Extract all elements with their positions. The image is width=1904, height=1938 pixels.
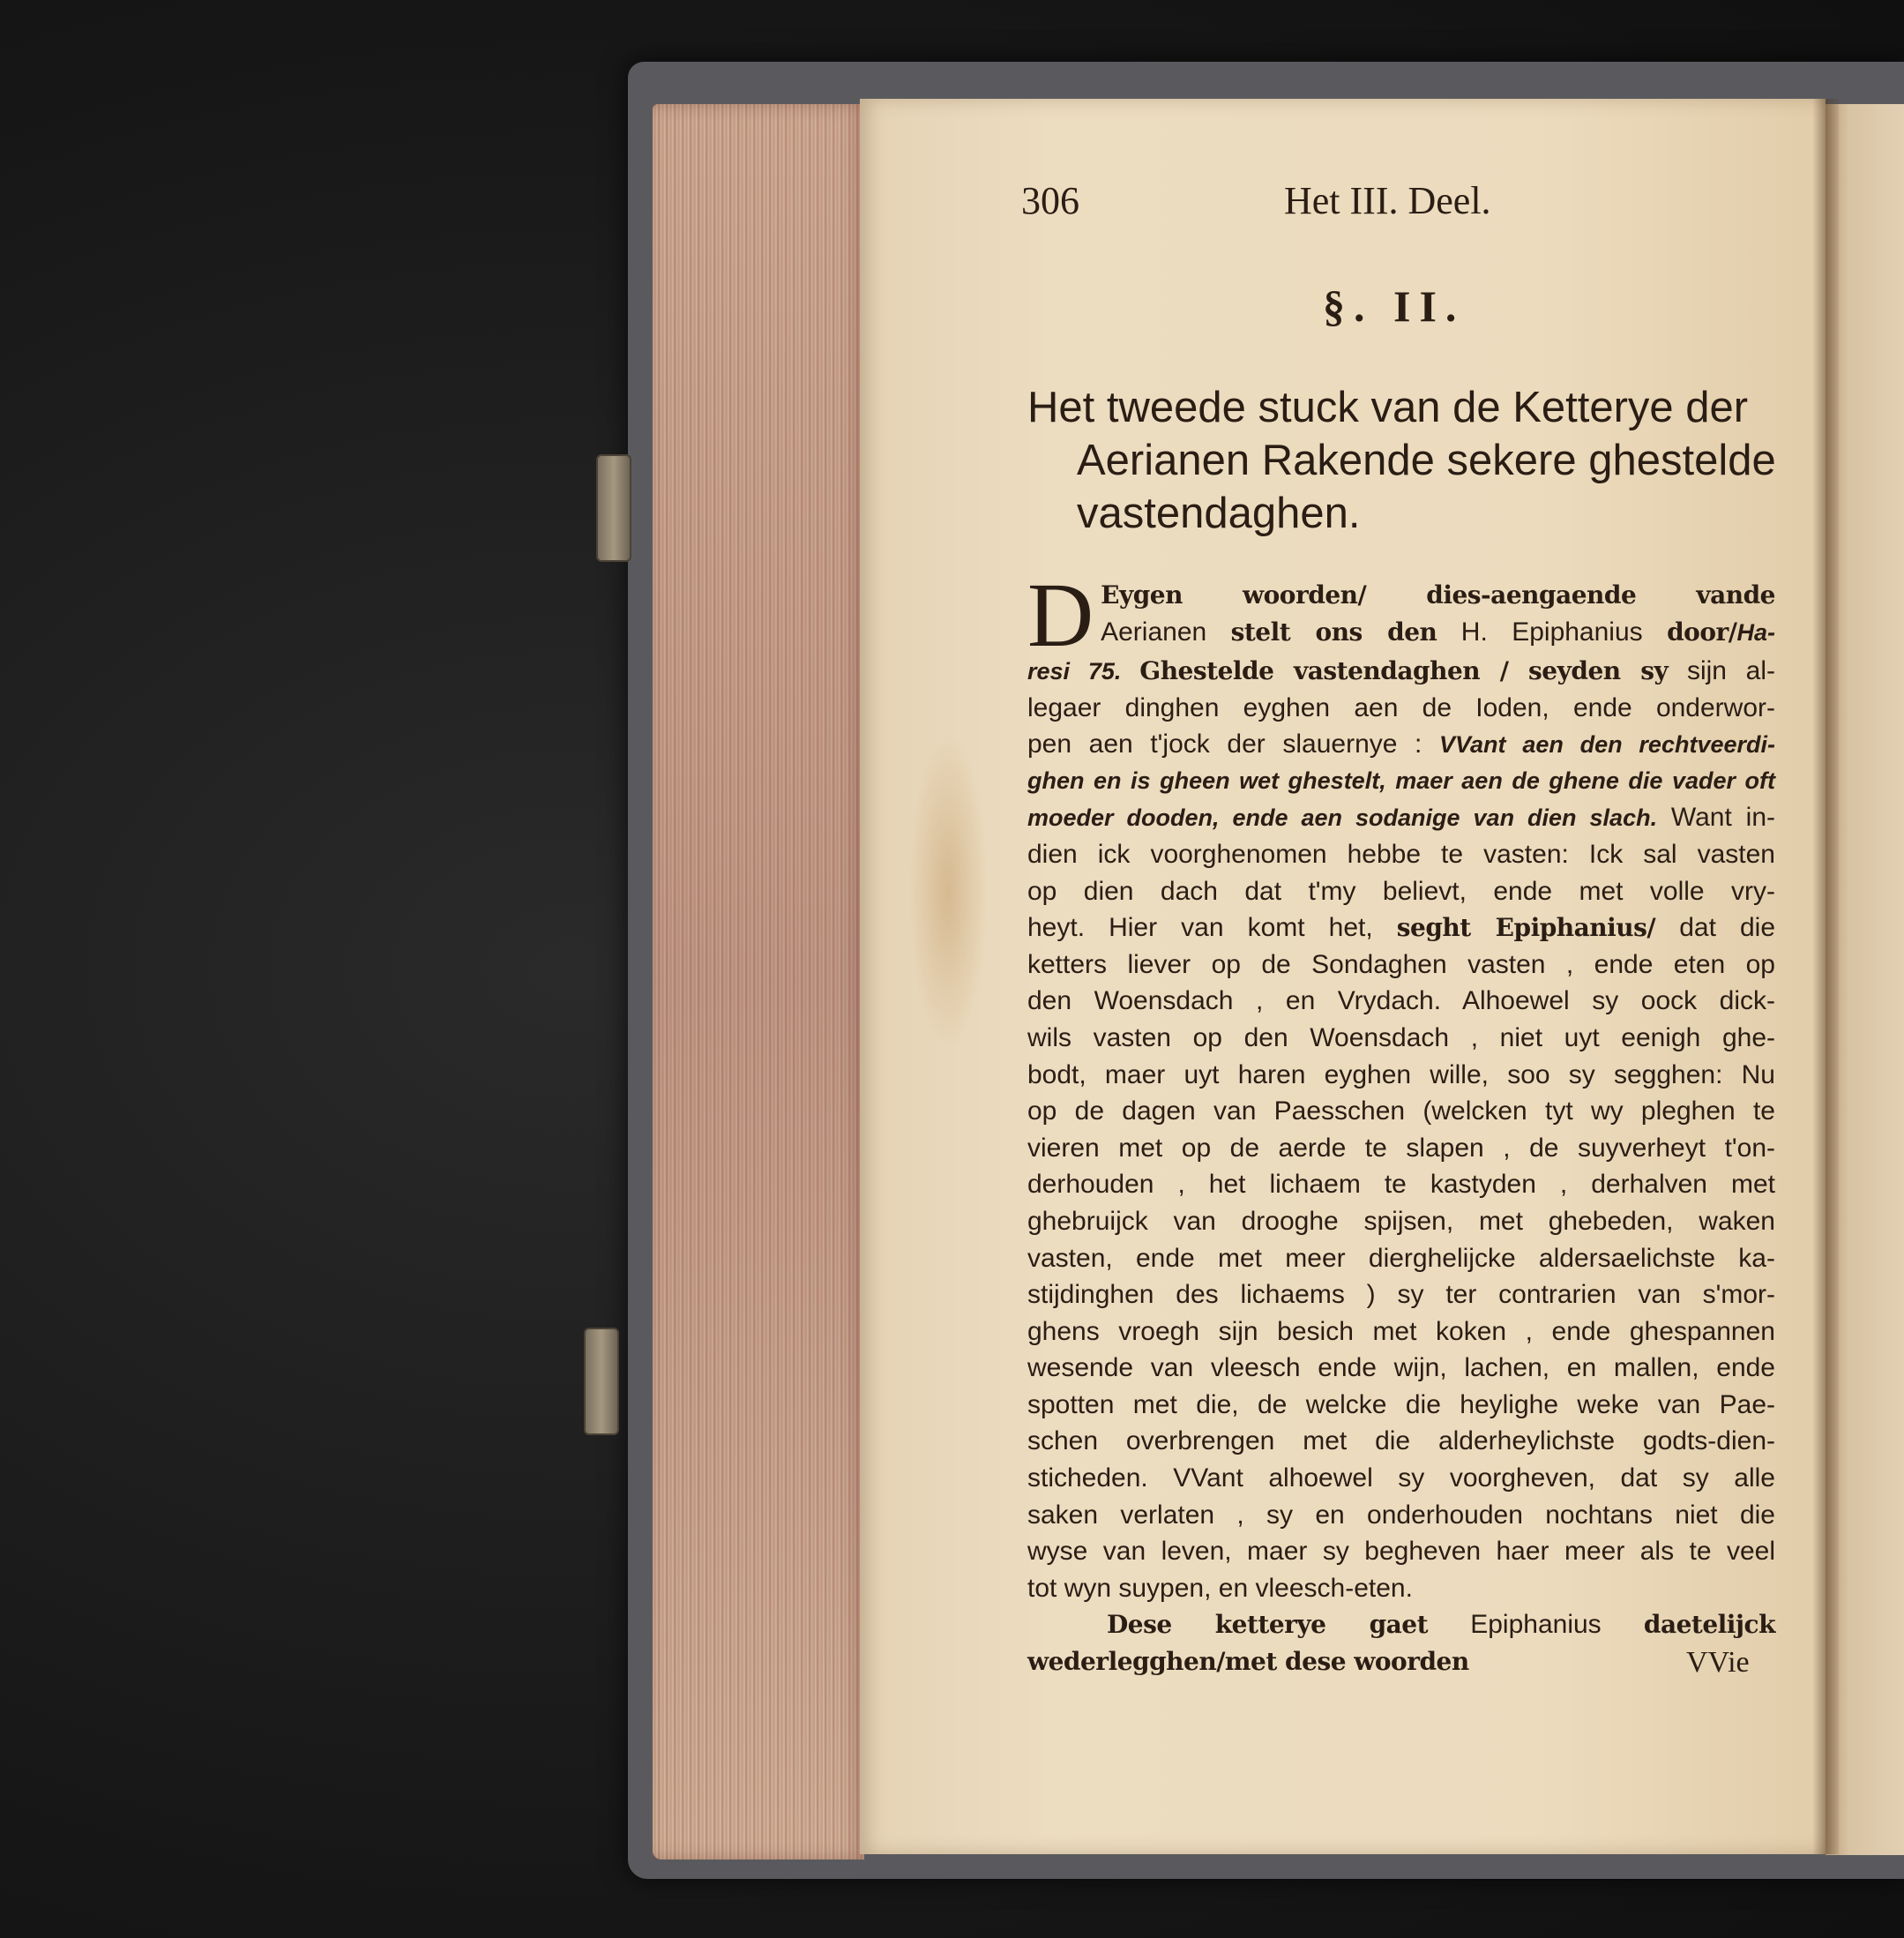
text-line: ghebruijck van drooghe spijsen, met ghebeden, waken: [1027, 1206, 1775, 1236]
text-line: wesende van vleesch ende wijn, lachen, en mallen, ende: [1027, 1353, 1775, 1383]
catchword: VVie: [1686, 1646, 1750, 1679]
text-line: Aerianen stelt ons den H. Epiphanius door/Ha-: [1101, 617, 1775, 647]
heading-line: Het tweede stuck van de Ketterye der: [1027, 384, 1749, 431]
text-line: moeder dooden, ende aen sodanige van dien slach. Want in-: [1027, 803, 1775, 833]
section-number: §. II.: [1323, 281, 1466, 331]
text-line: op dien dach dat t'my believt, ende met volle vry-: [1027, 876, 1775, 906]
text-line: vieren met op de aerde te slapen , de suyverheyt t'on-: [1027, 1133, 1775, 1163]
text-line: legaer dinghen eyghen aen de Ioden, ende onderwor-: [1027, 692, 1775, 722]
text-line: wederlegghen/met dese woorden: [1027, 1647, 1469, 1677]
page-block-edge: [653, 104, 864, 1859]
clasp-upper: [596, 454, 631, 562]
text-line: saken verlaten , sy en onderhouden nochtans niet die: [1027, 1500, 1775, 1530]
text-line: vasten, ende met meer dierghelijcke aldersaelichste ka-: [1027, 1243, 1775, 1273]
text-line: ketters liever op de Sondaghen vasten , ende eten op: [1027, 949, 1775, 979]
text-line: dien ick voorghenomen hebbe te vasten: Ick sal vasten: [1027, 839, 1775, 869]
text-line: wils vasten op den Woensdach , niet uyt eenigh ghe-: [1027, 1022, 1775, 1052]
text-line: op de dagen van Paesschen (welcken tyt wy pleghen te: [1027, 1096, 1775, 1126]
text-line: heyt. Hier van komt het, seght Epiphanius/ dat die: [1027, 913, 1776, 943]
running-title: Het III. Deel.: [1284, 179, 1491, 222]
text-line: bodt, maer uyt haren eyghen wille, soo sy segghen: Nu: [1027, 1059, 1775, 1089]
heading-line: vastendaghen.: [1077, 490, 1361, 537]
chapter-heading: [1027, 381, 1777, 540]
text-line: ghen en is gheen wet ghestelt, maer aen de ghene die vader oft: [1027, 767, 1775, 794]
text-line: spotten met die, de welcke die heylighe weke van Pae-: [1027, 1389, 1775, 1419]
page-gutter: [1812, 99, 1839, 1854]
text-line: derhouden , het lichaem te kastyden , derhalven met: [1027, 1170, 1775, 1200]
drop-cap: D: [1027, 565, 1094, 666]
body-text: [1027, 565, 1776, 1680]
text-line: wyse van leven, maer sy begheven haer meer als te veel: [1027, 1537, 1775, 1567]
heading-line: Aerianen Rakende sekere ghestelde: [1077, 437, 1776, 484]
text-line: schen overbrengen met die alderheylichste godts-dien-: [1027, 1426, 1775, 1456]
running-head: [1021, 178, 1550, 222]
text-line: Dese ketterye gaet Epiphanius daetelijck: [1107, 1610, 1775, 1640]
clasp-lower: [584, 1328, 619, 1435]
text-line: resi 75. Ghestelde vastendaghen / seyden sy sijn al-: [1027, 656, 1775, 685]
text-line: sticheden. VVant alhoewel sy voorgheven, dat sy alle: [1027, 1463, 1775, 1493]
text-line: tot wyn suypen, en vleesch-eten.: [1027, 1573, 1413, 1603]
text-line: den Woensdach , en Vrydach. Alhoewel sy oock dick-: [1027, 986, 1775, 1016]
text-line: stijdinghen des lichaems ) sy ter contrarien van s'mor-: [1027, 1280, 1775, 1310]
page-number: 306: [1021, 179, 1079, 222]
text-line: ghens vroegh sijn besich met koken , ende ghespannen: [1027, 1316, 1775, 1346]
text-line: pen aen t'jock der slauernye : VVant aen den rechtveerdi-: [1027, 730, 1775, 759]
paper-stain: [908, 732, 988, 1050]
text-line: Eygen woorden/ dies-aengaende vande: [1101, 580, 1775, 610]
